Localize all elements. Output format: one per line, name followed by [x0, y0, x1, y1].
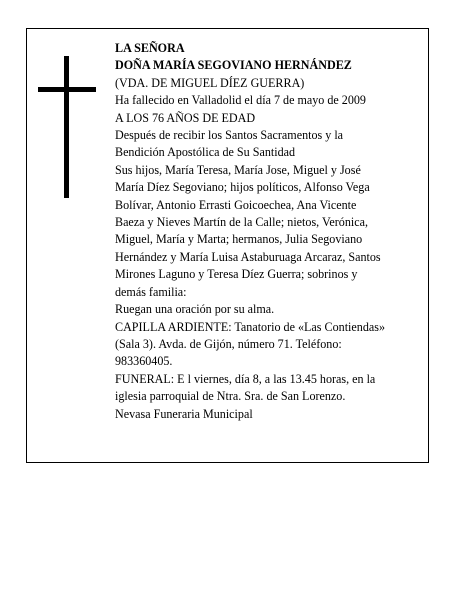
family-line: María Díez Segoviano; hijos políticos, Alfonso Vega	[115, 180, 370, 195]
family-line: Sus hijos, María Teresa, María Jose, Miguel y José	[115, 162, 361, 177]
obituary-text	[115, 40, 427, 423]
age-statement: A LOS 76 AÑOS DE EDAD	[115, 110, 256, 125]
deceased-name: DOÑA MARÍA SEGOVIANO HERNÁNDEZ	[115, 58, 352, 73]
cross-icon-crossbar	[38, 87, 96, 92]
chapel-line: (Sala 3). Avda. de Gijón, número 71. Teléfono:	[115, 336, 342, 351]
cross-icon	[64, 56, 69, 198]
family-line: Baeza y Nieves Martín de la Calle; nietos, Verónica,	[115, 215, 368, 230]
family-line: Mirones Laguno y Teresa Díez Guerra; sobrinos y	[115, 267, 358, 282]
funeral-line: iglesia parroquial de Ntra. Sra. de San Lorenzo.	[115, 389, 346, 404]
widow-of: (VDA. DE MIGUEL DÍEZ GUERRA)	[115, 75, 305, 90]
prayer-request: Ruegan una oración por su alma.	[115, 302, 275, 317]
family-line: Miguel, María y Marta; hermanos, Julia Segoviano	[115, 232, 363, 247]
sacraments-line: Bendición Apostólica de Su Santidad	[115, 145, 296, 160]
funeral-home: Nevasa Funeraria Municipal	[115, 406, 253, 421]
death-statement: Ha fallecido en Valladolid el día 7 de mayo de 2009	[115, 93, 366, 108]
family-line: Hernández y María Luisa Astaburuaga Arcaraz, Santos	[115, 249, 381, 264]
sacraments-line: Después de recibir los Santos Sacramentos y la	[115, 128, 344, 143]
family-line: demás familia:	[115, 284, 187, 299]
title-prefix: LA SEÑORA	[115, 41, 185, 55]
funeral-line: FUNERAL: E l viernes, día 8, a las 13.45 horas, en la	[115, 371, 376, 386]
chapel-line: 983360405.	[115, 354, 173, 369]
family-line: Bolívar, Antonio Errasti Goicoechea, Ana Vicente	[115, 197, 357, 212]
chapel-line: CAPILLA ARDIENTE: Tanatorio de «Las Contiendas»	[115, 319, 385, 334]
